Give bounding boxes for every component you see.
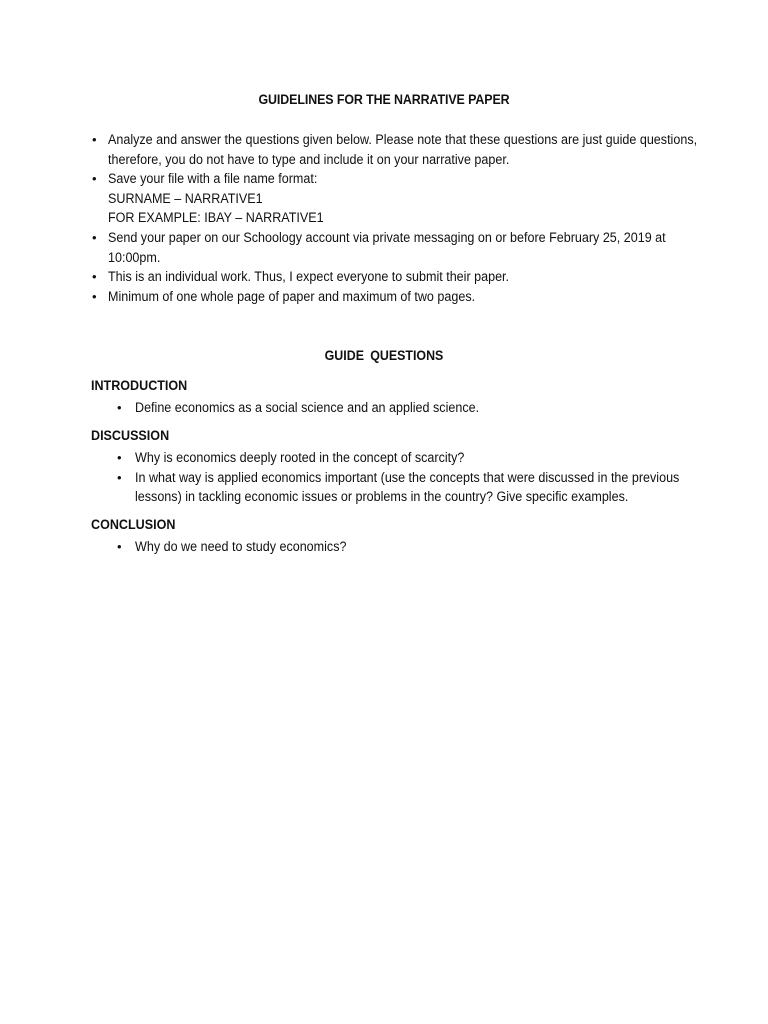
question-item: [117, 468, 697, 507]
guideline-text: 10:00pm.: [108, 249, 161, 265]
conclusion-heading: CONCLUSION: [91, 517, 176, 532]
guideline-text: Send your paper on our Schoology account via private messaging on or before February 25, 2019 at: [108, 229, 666, 245]
question-text: In what way is applied economics important (use the concepts that were discussed in the previous: [135, 469, 680, 485]
conclusion-list: [117, 537, 697, 557]
guideline-text: This is an individual work. Thus, I expect everyone to submit their paper.: [108, 269, 510, 285]
page-title: GUIDELINES FOR THE NARRATIVE PAPER: [258, 92, 510, 107]
guideline-item: [92, 287, 692, 307]
question-text: Define economics as a social science and an applied science.: [135, 400, 480, 415]
question-text: Why do we need to study economics?: [135, 539, 347, 554]
introduction-list: [117, 398, 697, 418]
guideline-item: [92, 130, 698, 169]
guideline-text: Analyze and answer the questions given below. Please note that these questions are just guide questions,: [108, 132, 698, 147]
guideline-text: therefore, you do not have to type and include it on your narrative paper.: [108, 151, 510, 167]
guideline-item: [92, 228, 692, 267]
guideline-text: Minimum of one whole page of paper and maximum of two pages.: [108, 288, 476, 304]
guide-questions-title: GUIDE QUESTIONS: [324, 348, 444, 363]
question-item: [117, 448, 697, 468]
question-text: lessons) in tackling economic issues or problems in the country? Give specific examples.: [135, 489, 629, 505]
guideline-item: [92, 169, 692, 228]
guideline-text: Save your file with a file name format:: [108, 171, 318, 187]
guideline-item: [92, 267, 692, 287]
guidelines-list: [92, 130, 698, 306]
question-item: [117, 537, 697, 557]
guideline-text: FOR EXAMPLE: IBAY – NARRATIVE1: [108, 210, 324, 226]
question-item: [117, 398, 697, 418]
question-text: Why is economics deeply rooted in the concept of scarcity?: [135, 450, 465, 465]
discussion-heading: DISCUSSION: [91, 428, 170, 443]
discussion-list: [117, 448, 697, 507]
introduction-heading: INTRODUCTION: [91, 378, 188, 393]
guideline-text: SURNAME – NARRATIVE1: [108, 190, 263, 206]
